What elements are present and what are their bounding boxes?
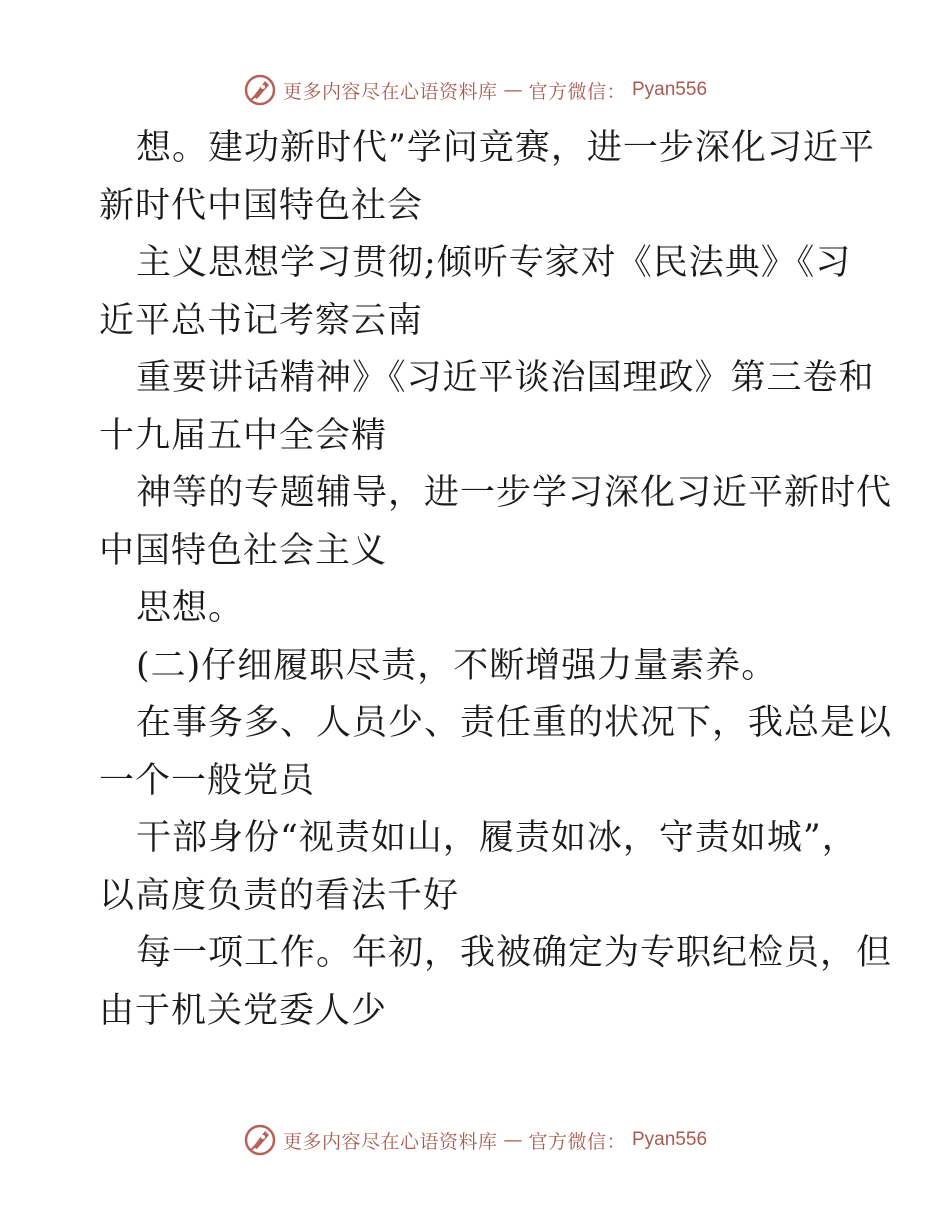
body-line: 一个一般党员	[99, 760, 316, 801]
header-banner	[0, 70, 950, 110]
document-body	[99, 120, 893, 1040]
body-line: 思想。	[136, 588, 245, 628]
body-line: 中国特色社会主义	[99, 530, 388, 571]
pen-nib-logo-icon	[243, 1123, 277, 1157]
header-wechat-id: Pyan556	[632, 79, 708, 100]
body-line: 每一项工作。年初，我被确定为专职纪检员，但	[136, 933, 893, 973]
body-line: 主义思想学习贯彻;倾听专家对《民法典》《习	[136, 243, 852, 283]
body-line: 新时代中国特色社会	[99, 185, 424, 226]
header-banner-separator: —	[503, 79, 523, 101]
body-line: 近平总书记考察云南	[99, 300, 424, 341]
body-line: 在事务多、人员少、责任重的状况下，我总是以	[136, 703, 893, 743]
header-wechat-label: 官方微信：	[528, 80, 626, 103]
footer-banner-separator: —	[503, 1129, 523, 1151]
body-line: 想。建功新时代”学问竞赛，进一步深化习近平	[136, 128, 875, 168]
section-heading: (二)仔细履职尽责，不断增强力量素养。	[136, 645, 778, 686]
body-line: 由于机关党委人少	[99, 990, 388, 1031]
header-banner-text: 更多内容尽在心语资料库	[282, 80, 498, 103]
body-line: 以高度负责的看法千好	[99, 875, 460, 916]
body-line: 干部身份“视责如山，履责如冰，守责如城”，	[136, 818, 858, 858]
footer-wechat-label: 官方微信：	[528, 1130, 626, 1153]
body-line: 神等的专题辅导，进一步学习深化习近平新时代	[136, 473, 893, 513]
footer-banner-text: 更多内容尽在心语资料库	[282, 1130, 498, 1153]
body-line: 十九届五中全会精	[99, 415, 388, 456]
pen-nib-logo-icon	[243, 73, 277, 107]
footer-banner	[0, 1120, 950, 1160]
footer-wechat-id: Pyan556	[632, 1129, 708, 1150]
body-line: 重要讲话精神》《习近平谈治国理政》第三卷和	[136, 358, 875, 398]
